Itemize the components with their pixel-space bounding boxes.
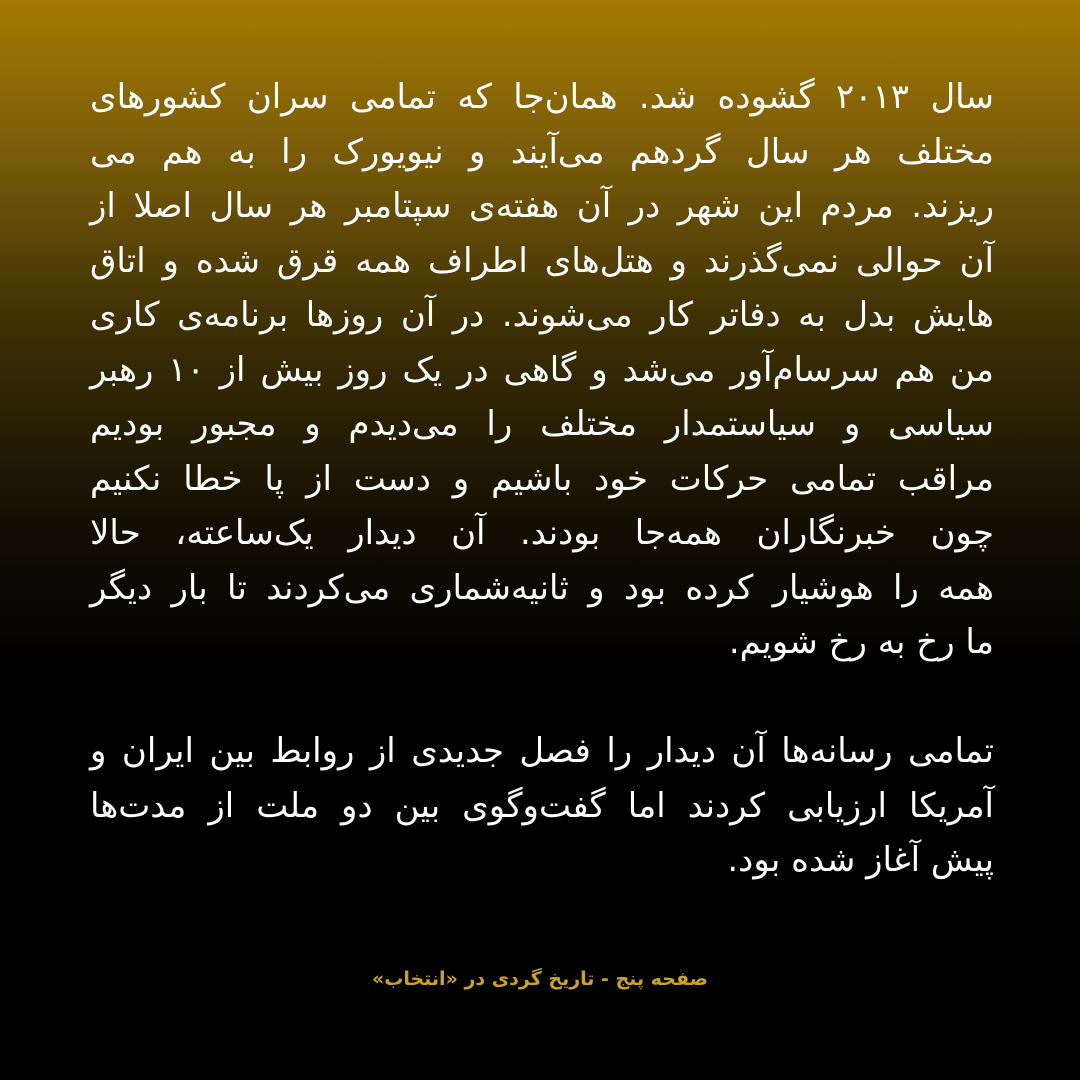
paragraph-1-line: مختلف هر سال گردهم می‌آیند و نیویورک را به هم می bbox=[90, 131, 994, 172]
paragraph-1-line: سال ۲۰۱۳ گشوده شد. همان‌جا که تمامی سران کشورهای bbox=[90, 77, 994, 117]
paragraph-1-line: سیاسی و سیاستمدار مختلف را می‌دیدم و مجبور بودیم bbox=[90, 404, 994, 444]
footer-caption: صفحه پنج - تاریخ گردی در «انتخاب» bbox=[371, 968, 709, 990]
paragraph-1-line: هایش بدل به دفاتر کار می‌شوند. در آن روزها برنامه‌ی کاری bbox=[90, 295, 994, 335]
paragraph-1-line: من هم سرسام‌آور می‌شد و گاهی در یک روز بیش از ۱۰ رهبر bbox=[90, 349, 994, 390]
paragraph-2-line: آمریکا ارزیابی کردند اما گفت‌وگوی بین دو ملت از مدت‌ها bbox=[90, 785, 994, 826]
article-body bbox=[90, 70, 994, 888]
paragraph-1-line: مراقب تمامی حرکات خود باشیم و دست از پا خطا نکنیم bbox=[90, 458, 994, 499]
paragraph-2-line: تمامی رسانه‌ها آن دیدار را فصل جدیدی از روابط بین ایران و bbox=[90, 731, 994, 771]
paragraph-2-line: پیش آغاز شده بود. bbox=[727, 840, 994, 880]
paragraph-1-line: چون خبرنگاران همه‌جا بودند. آن دیدار یک‌ساعته، حالا bbox=[90, 513, 994, 553]
paragraph-1-line: آن حوالی نمی‌گذرند و هتل‌های اطراف همه قرق شده و اتاق bbox=[90, 240, 994, 281]
paragraph-1-line: همه را هوشیار کرده بود و ثانیه‌شماری می‌کردند تا بار دیگر bbox=[90, 567, 994, 608]
paragraph-1-line: ریزند. مردم این شهر در آن هفته‌ی سپتامبر هر سال اصلا از bbox=[90, 186, 994, 226]
paragraph-gap bbox=[90, 670, 994, 725]
paragraph-1-line: ما رخ به رخ شویم. bbox=[728, 622, 994, 662]
